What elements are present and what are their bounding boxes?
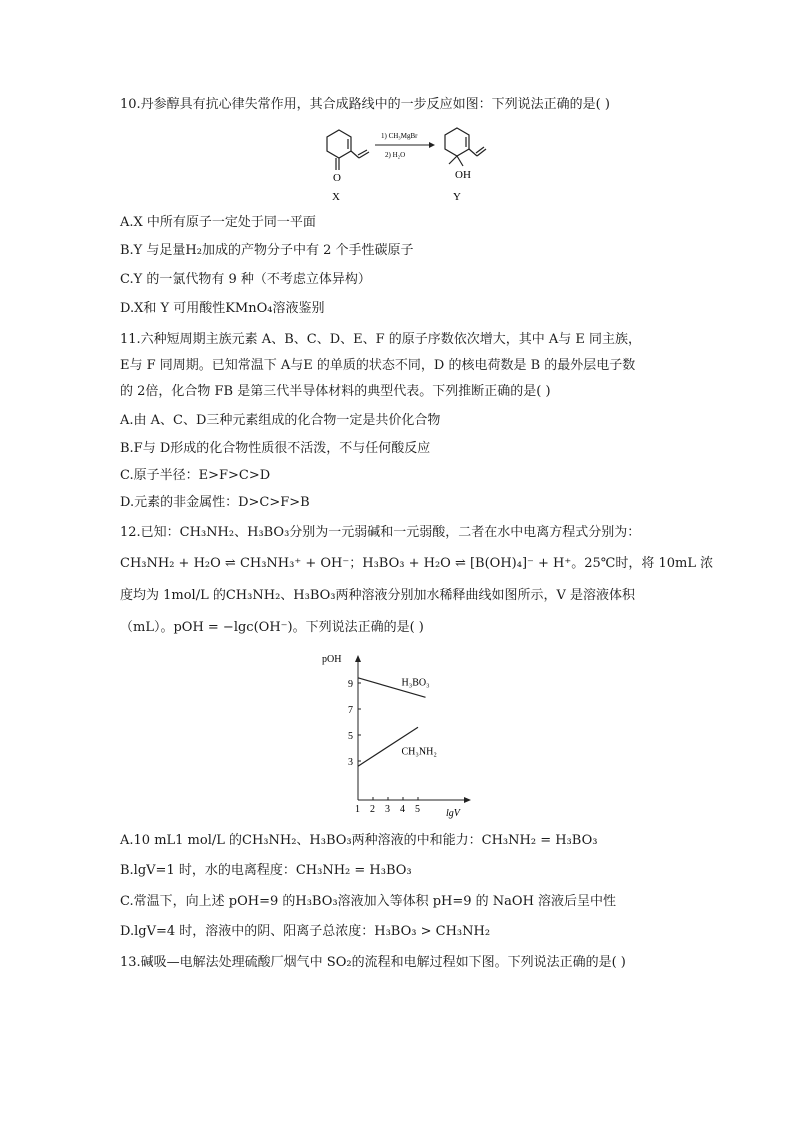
y-tick-label: 9 bbox=[348, 679, 353, 690]
series-label-ch3nh2: CH₃NH₂ bbox=[401, 746, 437, 758]
reagent-2: 2) H₂O bbox=[385, 151, 406, 159]
reagent-1: 1) CH₃MgBr bbox=[381, 132, 418, 140]
q12-stem-3: 度均为 1mol/L 的CH₃NH₂、H₃BO₃两种溶液分别加水稀释曲线如图所示，V 是溶液体积 bbox=[120, 588, 636, 603]
x-axis-arrow bbox=[464, 797, 471, 803]
series-label-h3bo3: H₃BO₃ bbox=[401, 677, 430, 689]
y-tick-label: 3 bbox=[348, 757, 353, 768]
q11-option-c: C.原子半径：E>F>C>D bbox=[120, 468, 271, 483]
x-label: X bbox=[332, 191, 340, 203]
x-oxygen: O bbox=[333, 172, 341, 184]
q12-option-a: A.10 mL1 mol/L 的CH₃NH₂、H₃BO₃两种溶液的中和能力：CH₃NH₂ = H₃BO₃ bbox=[120, 833, 598, 848]
x-axis-label: lgV bbox=[446, 808, 460, 819]
x-tick-label: 4 bbox=[400, 804, 405, 815]
y-hydroxyl: OH bbox=[455, 169, 471, 181]
y-tick-label: 5 bbox=[348, 731, 353, 742]
molecule-x bbox=[327, 130, 369, 170]
y-label: Y bbox=[453, 191, 461, 203]
poh-chart bbox=[318, 650, 478, 825]
x-tick-label: 5 bbox=[415, 804, 420, 815]
q11-option-d: D.元素的非金属性：D>C>F>B bbox=[120, 495, 310, 510]
q12-stem-2: CH₃NH₂ + H₂O ⇌ CH₃NH₃⁺ + OH⁻；H₃BO₃ + H₂O ⇌ [B(OH)₄]⁻ + H⁺。25℃时，将 10mL 浓 bbox=[120, 556, 714, 571]
reaction-scheme bbox=[305, 118, 505, 208]
q11-option-b: B.F与 D形成的化合物性质很不活泼，不与任何酸反应 bbox=[120, 441, 431, 456]
q10-option-d: D.X和 Y 可用酸性KMnO₄溶液鉴别 bbox=[120, 301, 325, 316]
x-tick-label: 3 bbox=[385, 804, 390, 815]
q12-option-d: D.lgV=4 时，溶液中的阴、阳离子总浓度：H₃BO₃ > CH₃NH₂ bbox=[120, 924, 491, 939]
q10-option-c: C.Y 的一氯代物有 9 种（不考虑立体异构） bbox=[120, 272, 371, 287]
q12-option-b: B.lgV=1 时，水的电离程度：CH₃NH₂ = H₃BO₃ bbox=[120, 863, 412, 878]
q10-option-a: A.X 中所有原子一定处于同一平面 bbox=[120, 215, 316, 230]
q12-option-c: C.常温下，向上述 pOH=9 的H₃BO₃溶液加入等体积 pH=9 的 NaOH 溶液后呈中性 bbox=[120, 894, 617, 909]
chart-labels bbox=[322, 654, 462, 819]
molecule-y bbox=[445, 128, 486, 166]
q12-stem-1: 12.已知：CH₃NH₂、H₃BO₃分别为一元弱碱和一元弱酸，二者在水中电离方程式分别为： bbox=[120, 525, 641, 540]
y-axis-label: pOH bbox=[322, 654, 342, 665]
q11-stem-2: E与 F 同周期。已知常温下 A与E 的单质的状态不同，D 的核电荷数是 B 的最外层电子数 bbox=[120, 358, 636, 373]
x-tick-label: 1 bbox=[355, 804, 360, 815]
q12-stem-4: （mL）。pOH = −lgc(OH⁻)。下列说法正确的是( ) bbox=[120, 620, 424, 635]
q11-option-a: A.由 A、C、D三种元素组成的化合物一定是共价化合物 bbox=[120, 413, 441, 428]
y-tick-label: 7 bbox=[348, 705, 353, 716]
y-axis-arrow bbox=[355, 655, 361, 662]
q13-stem: 13.碱吸—电解法处理硫酸厂烟气中 SO₂的流程和电解过程如下图。下列说法正确的是( ) bbox=[120, 955, 626, 970]
x-tick-label: 2 bbox=[370, 804, 375, 815]
q11-stem-1: 11.六种短周期主族元素 A、B、C、D、E、F 的原子序数依次增大，其中 A与 E 同主族， bbox=[120, 332, 642, 347]
q10-option-b: B.Y 与足量H₂加成的产物分子中有 2 个手性碳原子 bbox=[120, 243, 414, 258]
q10-stem: 10.丹参醇具有抗心律失常作用，其合成路线中的一步反应如图：下列说法正确的是( ) bbox=[120, 97, 610, 112]
q11-stem-3: 的 2倍，化合物 FB 是第三代半导体材料的典型代表。下列推断正确的是( ) bbox=[120, 384, 551, 399]
